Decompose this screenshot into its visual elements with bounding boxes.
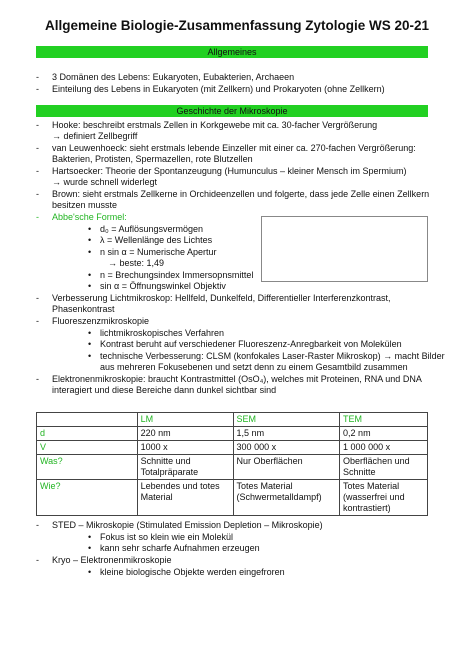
table-cell: Oberflächen und Schnitte [340, 455, 428, 480]
list-item: besitzen musste [52, 200, 118, 210]
microscope-comparison-table [36, 412, 428, 516]
table-cell: Nur Oberflächen [233, 455, 340, 480]
list-item: - STED – Mikroskopie (Stimulated Emission Depletion – Mikroskopie) [36, 520, 323, 530]
table-cell: 220 nm [137, 427, 233, 441]
table-cell: 1 000 000 x [340, 441, 428, 455]
list-item: - van Leuwenhoeck: sieht erstmals lebende Einzeller mit einer ca. 270-fachen Vergrößerung: [36, 143, 416, 153]
table-header-cell [37, 413, 138, 427]
table-row-label: d [37, 427, 138, 441]
list-item: - Hartsoecker: Theorie der Spontanzeugung (Humunculus – kleiner Mensch im Spermium) [36, 166, 407, 176]
formula-image-frame [261, 216, 428, 282]
table-cell: Totes Material (Schwermetalldampf) [233, 480, 340, 516]
list-item: • kann sehr scharfe Aufnahmen erzeugen [88, 543, 260, 553]
list-item: • sin α = Öffnungswinkel Objektiv [88, 281, 226, 291]
table-header-row [37, 413, 428, 427]
list-item: • λ = Wellenlänge des Lichtes [88, 235, 213, 245]
list-item: • Kontrast beruht auf verschiedener Fluoreszenz-Anregbarkeit von Molekülen [88, 339, 402, 349]
table-cell: 1,5 nm [233, 427, 340, 441]
list-item: - Kryo – Elektronenmikroskopie [36, 555, 172, 565]
table-row [37, 427, 428, 441]
list-item: • n = Brechungsindex Immersopnsmittel [88, 270, 254, 280]
table-row-label: Wie? [37, 480, 138, 516]
list-item: • Fokus ist so klein wie ein Molekül [88, 532, 234, 542]
list-item: - Fluoreszenzmikroskopie [36, 316, 150, 326]
list-item: • d₀ = Auflösungsvermögen [88, 224, 204, 234]
abbe-heading: - Abbe'sche Formel: [36, 212, 127, 222]
table-cell: Totes Material (wasserfrei und kontrastiert) [340, 480, 428, 516]
list-item: → beste: 1,49 [108, 258, 165, 268]
table-cell: Schnitte und Totalpräparate [137, 455, 233, 480]
list-item: • n sin α = Numerische Apertur [88, 247, 217, 257]
list-item: Bakterien, Protisten, Spermazellen, rote Blutzellen [52, 154, 253, 164]
table-row [37, 455, 428, 480]
table-row-label: V [37, 441, 138, 455]
table-cell: Lebendes und totes Material [137, 480, 233, 516]
list-item: - 3 Domänen des Lebens: Eukaryoten, Eubakterien, Archaeen [36, 72, 295, 82]
list-item: • technische Verbesserung: CLSM (konfokales Laser-Raster Mikroskop) → macht Bilder [88, 351, 445, 361]
document-title: Allgemeine Biologie-Zusammenfassung Zytologie WS 20-21 [44, 18, 430, 33]
table-cell: 300 000 x [233, 441, 340, 455]
list-item: - Einteilung des Lebens in Eukaryoten (mit Zellkern) und Prokaryoten (ohne Zellkern) [36, 84, 385, 94]
list-item: interagiert und diese Bereiche dann dunkel sichtbar sind [52, 385, 277, 395]
table-header-cell: TEM [340, 413, 428, 427]
table-cell: 1000 x [137, 441, 233, 455]
list-item: - Elektronenmikroskopie: braucht Kontrastmittel (OsO₄), welches mit Proteinen, RNA und DNA [36, 374, 422, 384]
list-item: - Brown: sieht erstmals Zellkerne in Orchideenzellen und folgerte, dass jede Zelle einen Zellkern [36, 189, 430, 199]
table-row-label: Was? [37, 455, 138, 480]
list-item: Phasenkontrast [52, 304, 115, 314]
list-item: aus mehreren Fokusebenen und setzt denn zu einem Gesamtbild zusammen [100, 362, 408, 372]
table-row [37, 480, 428, 516]
section-bar-allgemeines: Allgemeines [36, 46, 428, 58]
list-item: → wurde schnell widerlegt [52, 177, 158, 187]
table-row [37, 441, 428, 455]
list-item: • kleine biologische Objekte werden eingefroren [88, 567, 285, 577]
list-item: - Verbesserung Lichtmikroskop: Hellfeld, Dunkelfeld, Differentieller Interferenzkontrast, [36, 293, 391, 303]
list-item: → definiert Zellbegriff [52, 131, 138, 141]
section-bar-geschichte: Geschichte der Mikroskopie [36, 105, 428, 117]
list-item: - Hooke: beschreibt erstmals Zellen in Korkgewebe mit ca. 30-facher Vergrößerung [36, 120, 378, 130]
table-header-cell: SEM [233, 413, 340, 427]
table-cell: 0,2 nm [340, 427, 428, 441]
table-header-cell: LM [137, 413, 233, 427]
list-item: • lichtmikroskopisches Verfahren [88, 328, 225, 338]
